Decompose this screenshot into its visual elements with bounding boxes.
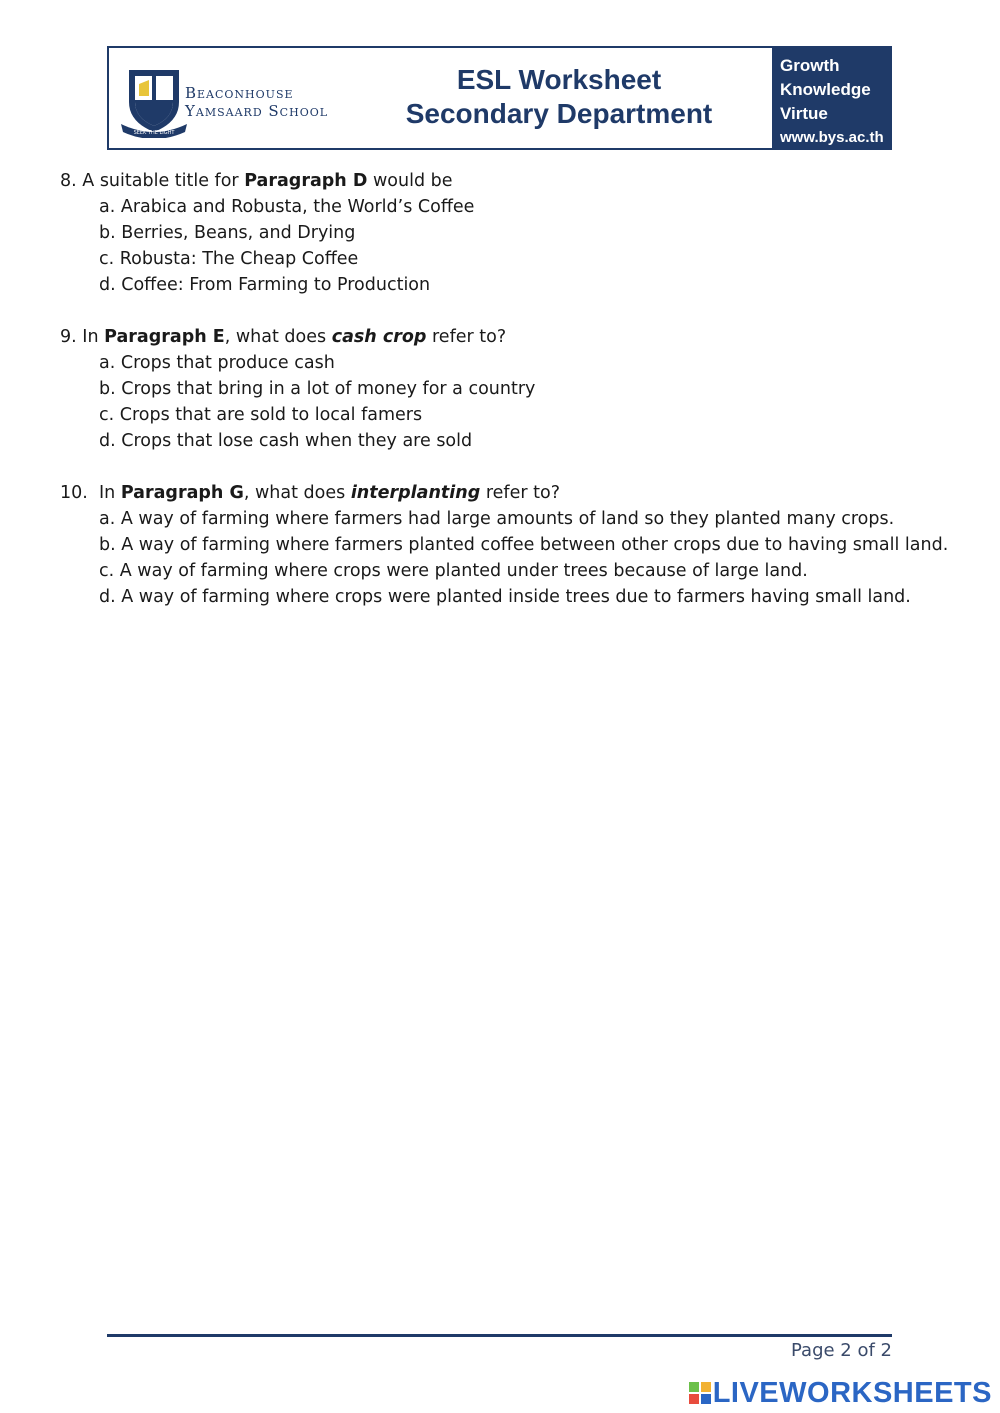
title-line1: ESL Worksheet [456, 64, 662, 95]
school-motto-panel [772, 48, 890, 148]
answer-option[interactable]: b. Crops that bring in a lot of money for a country [99, 379, 536, 399]
answer-options [60, 194, 950, 298]
school-name [185, 84, 328, 120]
question-number: 9. [60, 327, 77, 347]
answer-option[interactable]: a. A way of farming where farmers had large amounts of land so they planted many crops. [99, 509, 895, 529]
school-name-line2: Yamsaard School [185, 102, 329, 120]
question-stem [60, 168, 950, 194]
question-number: 8. [60, 171, 77, 191]
answer-options [60, 350, 950, 454]
stem-term: cash crop [331, 327, 427, 347]
page-number: Page 2 of 2 [791, 1340, 892, 1361]
answer-option[interactable]: c. Robusta: The Cheap Coffee [99, 249, 359, 269]
stem-term: interplanting [350, 483, 481, 503]
school-crest-icon [119, 62, 189, 138]
liveworksheets-brand[interactable] [689, 1375, 992, 1411]
school-name-line1: Beaconhouse [185, 84, 294, 102]
question-stem [60, 480, 950, 506]
question-10 [60, 480, 950, 610]
stem-text: refer to? [485, 483, 560, 503]
answer-options [60, 506, 950, 610]
question-8 [60, 168, 950, 298]
answer-option[interactable]: c. A way of farming where crops were planted under trees because of large land. [99, 561, 808, 581]
footer-divider [107, 1334, 892, 1337]
stem-keyword: Paragraph G [120, 483, 244, 503]
question-number: 10. [60, 483, 88, 503]
school-website: www.bys.ac.th [780, 129, 884, 146]
stem-text: A suitable title for [82, 171, 239, 191]
question-list [60, 168, 950, 636]
answer-option[interactable]: c. Crops that are sold to local famers [99, 405, 423, 425]
motto-virtue: Virtue [780, 104, 828, 123]
answer-option[interactable]: d. A way of farming where crops were planted inside trees due to farmers having small land. [99, 587, 911, 607]
worksheet-title [369, 63, 749, 131]
stem-text: , what does [224, 327, 327, 347]
answer-option[interactable]: b. Berries, Beans, and Drying [99, 223, 356, 243]
answer-option[interactable]: d. Crops that lose cash when they are sold [99, 431, 473, 451]
answer-option[interactable]: d. Coffee: From Farming to Production [99, 275, 431, 295]
motto-growth: Growth [780, 56, 840, 75]
question-9 [60, 324, 950, 454]
stem-keyword: Paragraph D [244, 171, 368, 191]
stem-text: would be [372, 171, 453, 191]
stem-text: In [82, 327, 99, 347]
stem-text: In [98, 483, 116, 503]
svg-text:SEEK THE LIGHT: SEEK THE LIGHT [133, 130, 175, 136]
worksheet-header [107, 46, 892, 150]
stem-text: refer to? [432, 327, 507, 347]
answer-option[interactable]: a. Crops that produce cash [99, 353, 335, 373]
stem-text: , what does [243, 483, 346, 503]
answer-option[interactable]: b. A way of farming where farmers planted coffee between other crops due to having small land. [99, 535, 949, 555]
stem-keyword: Paragraph E [104, 327, 225, 347]
question-stem [60, 324, 950, 350]
title-line2: Secondary Department [405, 98, 713, 129]
liveworksheets-wordmark: LIVEWORKSHEETS [712, 1376, 992, 1409]
answer-option[interactable]: a. Arabica and Robusta, the World’s Coffee [99, 197, 475, 217]
motto-knowledge: Knowledge [780, 80, 871, 99]
liveworksheets-logo-icon [689, 1382, 711, 1404]
